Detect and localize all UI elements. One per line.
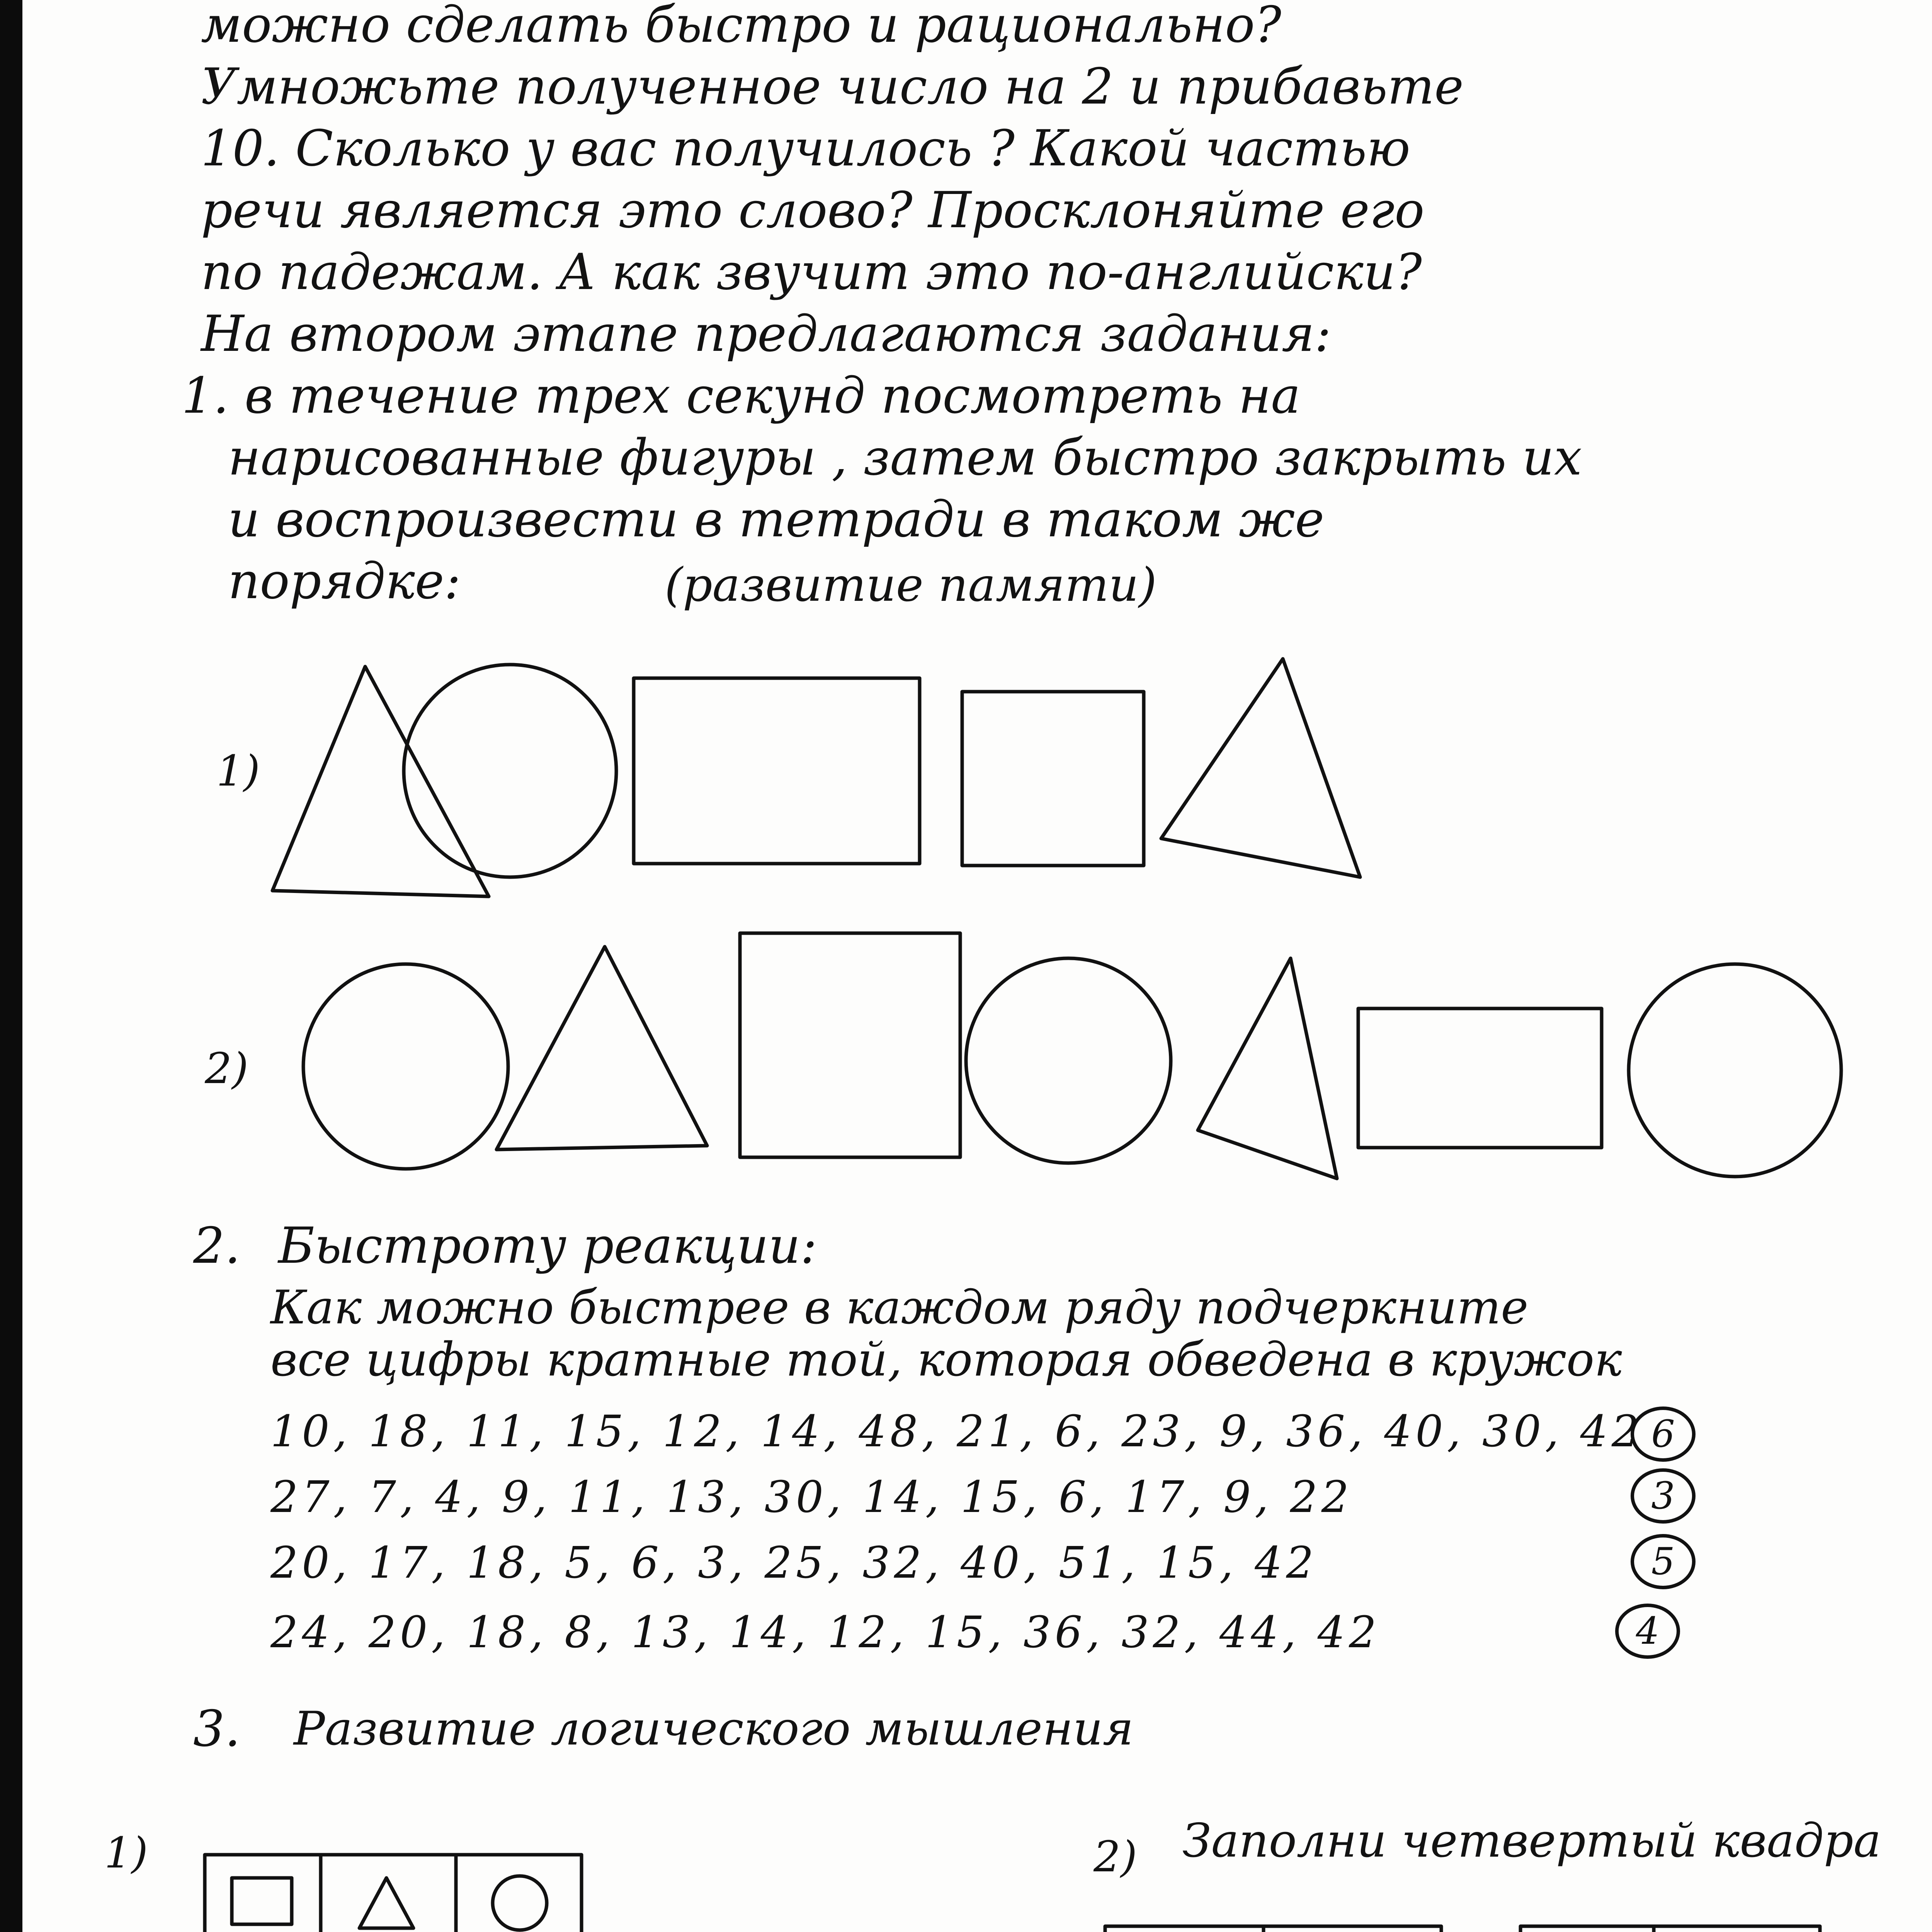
circle-shape xyxy=(1629,964,1841,1177)
task3-number: 3. xyxy=(193,1700,241,1758)
rectangle-shape xyxy=(634,678,920,864)
intro-line-3: 10. Сколько у вас получилось ? Какой частью xyxy=(201,120,1410,177)
task2-title: Быстроту реакции: xyxy=(278,1217,817,1275)
logic-grid-3 xyxy=(1105,1926,1441,1932)
task2-text-line-2: все цифры кратные той, которая обведена в кружок xyxy=(270,1333,1622,1387)
intro-line-9: и воспроизвести в тетради в таком же xyxy=(228,491,1325,548)
triangle-shape xyxy=(497,947,707,1150)
figure-row-1-label: 1) xyxy=(216,746,260,796)
task3-part2-label: 2) xyxy=(1094,1832,1137,1881)
task3-part1-label: 1) xyxy=(104,1828,148,1878)
intro-line-4: речи является это слово? Просклоняйте его xyxy=(201,182,1425,239)
intro-line-7: 1. в течение трех секунд посмотреть на xyxy=(182,367,1301,425)
task2-text-line-1: Как можно быстрее в каждом ряду подчеркните xyxy=(270,1281,1529,1335)
intro-line-8: нарисованные фигуры , затем быстро закрыть их xyxy=(228,429,1582,486)
triangle-shape xyxy=(1161,659,1360,877)
intro-line-1: можно сделать быстро и рационально? xyxy=(201,0,1281,54)
circled-divisor: 5 xyxy=(1631,1534,1696,1589)
figure-row-2-label: 2) xyxy=(205,1044,248,1093)
circle-shape xyxy=(303,964,508,1169)
task3-title: Развитие логического мышления xyxy=(294,1702,1134,1756)
intro-line-2: Умножьте полученное число на 2 и прибавьте xyxy=(201,58,1464,116)
number-row-4: 24, 20, 18, 8, 13, 14, 12, 15, 36, 32, 44, 42 xyxy=(270,1607,1381,1658)
logic-grid-1 xyxy=(205,1855,582,1932)
intro-line-11: (развитие памяти) xyxy=(665,558,1157,612)
number-row-1: 10, 18, 11, 15, 12, 14, 48, 21, 6, 23, 9, 36, 40, 30, 42 xyxy=(270,1406,1643,1457)
triangle-shape xyxy=(1198,958,1337,1179)
square-shape xyxy=(962,692,1144,866)
rectangle-shape xyxy=(1358,1009,1602,1148)
task2-number: 2. xyxy=(193,1217,241,1275)
circled-divisor: 6 xyxy=(1631,1406,1696,1462)
intro-line-6: На втором этапе предлагаются задания: xyxy=(201,305,1332,363)
task3-part2-title: Заполни четвертый квадра xyxy=(1182,1814,1881,1868)
circled-divisor: 3 xyxy=(1631,1468,1696,1524)
square-shape xyxy=(740,933,960,1157)
intro-line-5: по падежам. А как звучит это по-английски? xyxy=(201,243,1422,301)
number-row-2: 27, 7, 4, 9, 11, 13, 30, 14, 15, 6, 17, 9, 22 xyxy=(270,1472,1353,1522)
circled-divisor: 4 xyxy=(1615,1604,1680,1659)
logic-grid-4 xyxy=(1520,1926,1820,1932)
circle-shape xyxy=(966,958,1171,1163)
circle-shape xyxy=(404,665,616,877)
intro-line-10: порядке: xyxy=(228,553,461,610)
number-row-3: 20, 17, 18, 5, 6, 3, 25, 32, 40, 51, 15, 42 xyxy=(270,1538,1318,1588)
